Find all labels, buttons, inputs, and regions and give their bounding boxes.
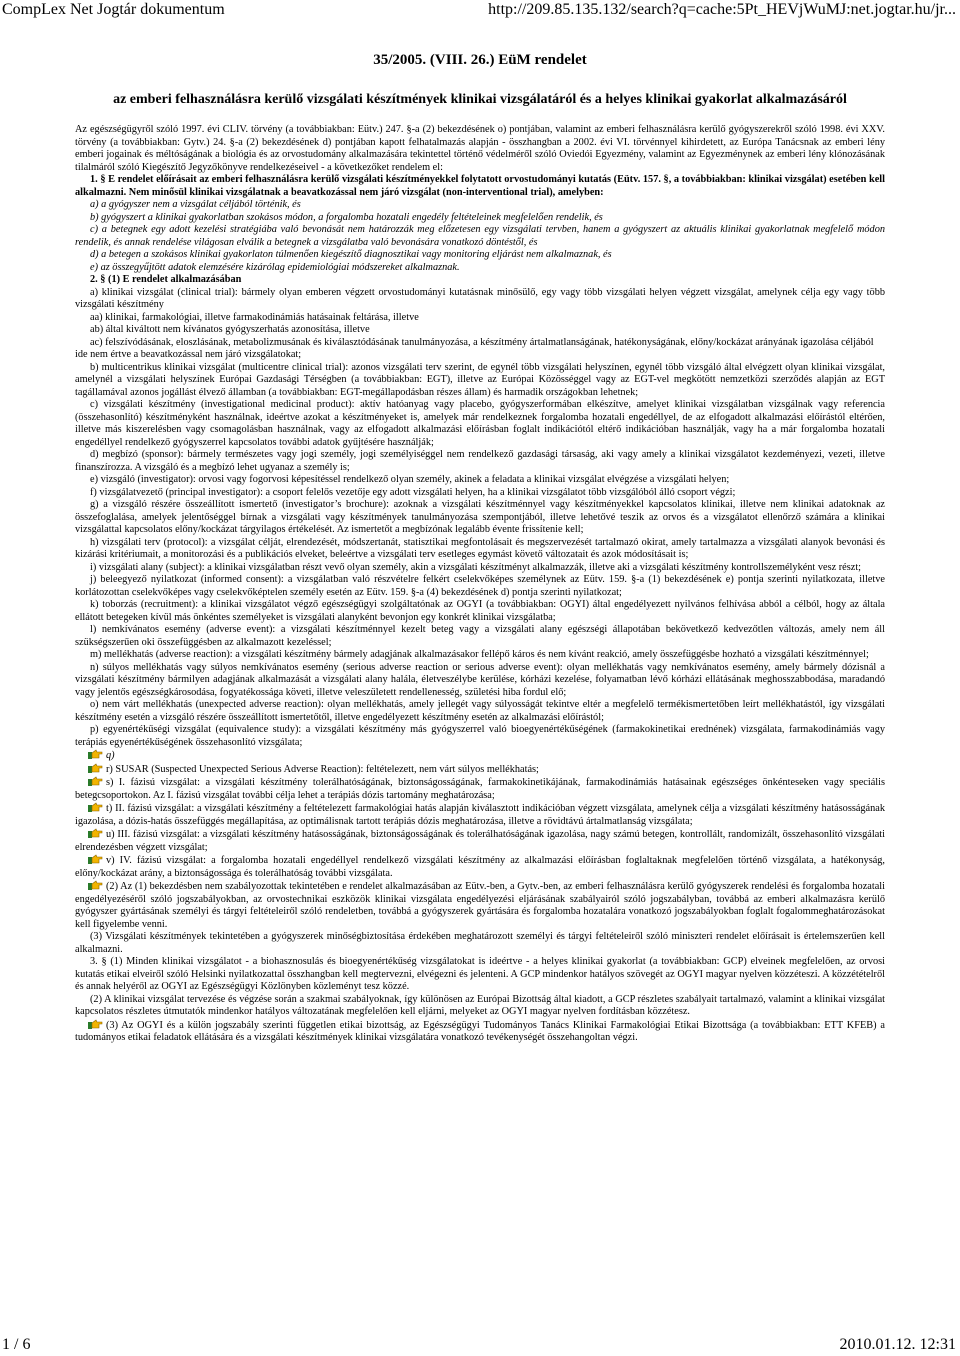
item-2aa: aa) klinikai, farmakológiai, illetve farmakodinámiás hatásainak feltárása, illetve <box>90 311 419 323</box>
item-2e: e) vizsgáló (investigator): orvosi vagy fogorvosi képesítéssel rendelkező olyan személy, akinek a feladata a klinikai vizsgálat elvégzése a vizsgálati helyen; <box>90 474 730 485</box>
item-2ac: ac) felszívódásának, eloszlásának, metabolizmusának és kiválasztódásának tanulmányozása, a készítmény ártalmatlanságának, hatékonyságának, előny/kockázat arányának igazolása céljából <box>90 336 874 348</box>
item-1b: b) gyógyszert a klinikai gyakorlatban szokásos módon, a forgalomba hozatali engedély feltételeinek megfelelően rendelik, és <box>90 211 603 223</box>
item-2v-row <box>75 854 885 880</box>
pointing-hand-icon[interactable] <box>88 1019 103 1030</box>
item-2i: i) vizsgálati alany (subject): a klinikai vizsgálatban részt vevő olyan személy, akin a vizsgálati készítményt alkalmazzák, illetve aki a vizsgálati készítmény kontrollszemélyként vesz részt; <box>90 561 862 573</box>
item-2r-row <box>75 763 885 777</box>
pointing-hand-icon[interactable] <box>88 880 103 891</box>
item-1d: d) a betegen a szokásos klinikai gyakorlaton túlmenően kiegészítő diagnosztikai vagy monitoring eljárást nem alkalmaznak, és <box>90 249 612 260</box>
print-timestamp: 2010.01.12. 12:31 <box>839 1336 956 1353</box>
item-2q: q) <box>106 750 115 761</box>
pointing-hand-icon[interactable] <box>88 802 103 813</box>
item-2a: a) klinikai vizsgálat (clinical trial): bármely olyan emberen végzett orvostudományi kutatásnak minősülő, egy vagy több vizsgálati helyen végzett vizsgálat, amelynek célja egy vagy több vizsgálati készítmény <box>75 286 885 310</box>
item-1a: a) a gyógyszer nem a vizsgálat céljából történik, és <box>90 199 301 210</box>
section-2-2: (2) Az (1) bekezdésben nem szabályozottak tekintetében e rendelet alkalmazásában az Eütv.-ben, a Gytv.-ben, az emberi felhasználásra kerülő gyógyszerek rendelési és forgalomba hozatali engedélyezéséről szóló jogszabályokban, az orvostechnikai eszközök klinikai vizsgálata engedélyezési eljárásának szabályairól szóló jogszabályban, továbbá az emberi alkalmazásra kerülő gyógyszer gyártásának személyi és tárgyi feltételeiről szóló rendeletben, továbbá a gyógyszerek gyártására és forgalomba hozatalára vonatkozó jogszabályokban foglalt fogalommeghatározásokat kell figyelembe venni. <box>75 881 885 930</box>
pointing-hand-icon[interactable] <box>88 776 103 787</box>
header-doc-title: CompLex Net Jogtár dokumentum <box>2 1 225 18</box>
item-2u-row <box>75 828 885 854</box>
pointing-hand-icon[interactable] <box>88 749 103 760</box>
item-2b: b) multicentrikus klinikai vizsgálat (multicentre clinical trial): azonos vizsgálati terv szerint, de egynél több vizsgálati helyszínen, egynél több vizsgáló által elvégzett olyan klinikai vizsgálat, amelynél a vizsgálati helyszínek Európai Gazdasági Térségben (a továbbiakban: EGT), illetve az Európai Közösséggel vagy az EGT-vel megkötött nemzetközi szerződés alapján az EGT tagállamával azonos jogállást élvező államban (a továbbiakban: EGT-megállapodásban részes állam) és harmadik országokban lehetnek; <box>75 361 885 398</box>
section-3: 3. § (1) Minden klinikai vizsgálatot - a biohasznosulás és bioegyenértékűség vizsgálatokat is ideértve - a helyes klinikai gyakorlat (a továbbiakban: GCP) elveinek megfelelően, az orvosi kutatás etikai elveiről szóló Helsinki nyilatkozattal összhangban kell megtervezni, elvégezni és jelenteni. A GCP mindenkor hatályos szövegét az OGYI magyar nyelven közzéteszi. A közzétételről és annak helyéről az OGYI az Egészségügyi Közlönyben közleményt tesz közzé. <box>75 956 885 992</box>
preamble: Az egészségügyről szóló 1997. évi CLIV. törvény (a továbbiakban: Eütv.) 247. §-a (2) bekezdésének o) pontjában, valamint az emberi felhasználásra kerülő gyógyszerekről szóló 1998. évi XXV. törvény (a továbbiakban: Gytv.) 24. §-a (2) bekezdésének d) pontjában kapott felhatalmazás alapján - összhangban a 2002. évi VI. törvénnyel kihirdetett, az Európa Tanácsnak az emberi lény emberi jogainak és méltóságának a biológia és az orvostudomány alkalmazására tekintettel történő védelméről szóló Oviedói Egyezmény, valamint az Egyezménynek az emberi lény klónozásának tilalmáról szóló Kiegészítő Jegyzőkönyve rendelkezéseivel - a következőket rendelem el: <box>75 124 885 173</box>
section-2: 2. § (1) E rendelet alkalmazásában <box>90 274 242 285</box>
item-2v: v) IV. fázisú vizsgálat: a forgalomba hozatali engedéllyel rendelkező vizsgálati készítmény az alkalmazási előírásban foglaltaknak megfelelően történő vizsgálata, a hatékonyság, előny/kockázat arány, a biztonságossága és tolerálhatóság további vizsgálata. <box>75 855 885 879</box>
item-1e: e) az összegyűjtött adatok elemzésére kizárólag epidemiológiai módszereket alkalmaznak. <box>90 261 460 273</box>
doc-body <box>75 124 885 1329</box>
section-3-2: (2) A klinikai vizsgálat tervezése és végzése során a szakmai szabályoknak, így különösen az Európai Bizottság által kiadott, a GCP részletes szabályait tartalmazó, valamint a klinikai vizsgálat kapcsolatos részletes útmutatók mindenkor hatályos változatának megfelelően kell eljárni, melyeket az OGYI magyar nyelven fordításban közzétesz. <box>75 993 885 1017</box>
item-2q-row <box>75 749 885 763</box>
item-1c: c) a betegnek egy adott kezelési stratégiába való bevonását nem határozzák meg előzetesen egy vizsgálati tervben, hanem a gyógyszert az aktuális klinikai gyakorlatnak megfelelő módon rendelik, és annak rendelése világosan elválik a betegnek a vizsgálatba való bevonására vonatkozó döntéstől, és <box>75 224 885 248</box>
page-number: 1 / 6 <box>2 1336 31 1353</box>
section-2-3: (3) Vizsgálati készítmények tekintetében a gyógyszerek minőségbiztosítása érdekében meghatározott személyi és tárgyi feltételeiről szóló miniszteri rendelet előírásait is értelemszerűen kell alkalmazni. <box>75 931 885 955</box>
item-2f: f) vizsgálatvezető (principal investigator): a csoport felelős vezetője egy adott vizsgálati helyen, ha a klinikai vizsgálatot több vizsgálóból álló csoport végzi; <box>90 486 736 498</box>
item-2l: l) nemkívánatos esemény (adverse event): a vizsgálati készítménnyel kezelt beteg vagy a vizsgálati alany egészségi állapotában bekövetkező kedvezőtlen változás, amely nem áll szükségszerűen oki összefüggésben az alkalmazott kezeléssel; <box>75 624 885 648</box>
section-3-3: (3) Az OGYI és a külön jogszabály szerinti független etikai bizottság, az Egészségügyi Tudományos Tanács Klinikai Farmakológiai Etikai Bizottsága (a továbbiakban: ETT KFEB) a tudományos etikai feladatok ellátására és a vizsgálati készítmények klinikai vizsgálatára vonatkozó tevékenységét összehangoltan végzi. <box>75 1019 885 1043</box>
item-2p: p) egyenértékűségi vizsgálat (equivalence study): a vizsgálati készítmény más gyógyszerrel való bioegyenértékűségének (farmakokinetikai erednének) vizsgálata, farmakodinámiás vagy terápiás egyenértékűségének összehasonlító vizsgálata; <box>75 724 885 748</box>
item-2j: j) beleegyező nyilatkozat (informed consent): a vizsgálatban való részvételre felkért cselekvőképes személynek az Eütv. 159. §-a (1) bekezdésének e) pontja szerinti nyilatkozata, illetve korlátozottan cselekvőképes vagy cselekvőképtelen személy esetén az Eütv. 159. §-a (4) bekezdésének d) pontja szerinti nyilatkozat; <box>75 574 885 598</box>
doc-subtitle: az emberi felhasználásra kerülő vizsgálati készítmények klinikai vizsgálatáról és a helyes klinikai gyakorlat alkalmazásáról <box>113 92 847 107</box>
header-url: http://209.85.135.132/search?q=cache:5Pt_HEVjWuMJ:net.jogtar.hu/jr... <box>488 1 956 18</box>
item-2n: n) súlyos mellékhatás vagy súlyos nemkívánatos esemény (serious adverse reaction or serious adverse event): olyan mellékhatás vagy nemkívánatos esemény, amely bármely dózisnál a vizsgálati készítmény bármilyen adagjának alkalmazását a vizsgálati alany halála, életveszélybe kerülése, kórházi kezelése, folyamatban lévő kórházi ellátásának meghosszabbodása, maradandó vagy jelentős egészségkárosodása, fogyatékossága követi, illetve veleszületett rendellenesség, születési hiba fordul elő; <box>75 661 885 698</box>
pointing-hand-icon[interactable] <box>88 828 103 839</box>
item-2g: g) a vizsgáló részére összeállított ismertető (investigator’s brochure): azoknak a vizsgálati készítménnyel vagy készítményekkel kapcsolatos klinikai, illetve nem klinikai adatoknak az összefoglalása, amelyek jelentőséggel bírnak a vizsgálati vagy készítmények tanulmányozása szempontjából, illetve lehetővé teszik az orvos és a vizsgálatot ellenőrző számára a klinikai vizsgálattal kapcsolatos előny/kockázat tárgyilagos értékelését. Az ismertetőt a megbízónak legalább évente frissítenie kell; <box>75 499 885 535</box>
item-2t-row <box>75 802 885 828</box>
item-2u: u) III. fázisú vizsgálat: a vizsgálati készítmény hatásosságának, biztonságosságának és tolerálhatóságának igazolása, nagy számú betegen, kontrollált, randomizált, összehasonlító vizsgálati elrendezésben végzett vizsgálat; <box>75 829 885 853</box>
item-2s: s) I. fázisú vizsgálat: a vizsgálati készítmény tolerálhatóságának, biztonságosságának, farmakokinetikájának, farmakodinámiás hatásainak egészséges önkénteseken vagy speciális betegcsoportokon. Az I. fázisú vizsgálat további célja lehet a terápiás dózis tartomány meghatározása; <box>75 777 885 801</box>
item-2d: d) megbízó (sponsor): bármely természetes vagy jogi személy, jogi személyiséggel nem rendelkező gazdasági társaság, aki vagy amely a klinikai vizsgálatot kezdeményezi, vezeti, illetve finanszírozza. A vizsgáló és a megbízó lehet ugyanaz a személy is; <box>75 449 885 473</box>
item-2t: t) II. fázisú vizsgálat: a vizsgálati készítmény a feltételezett farmakológiai hatás alapján kiválasztott indikációban végzett vizsgálata, amelynek célja a vizsgálati készítmény hatásosságának igazolása, a dózis-hatás összefüggés megállapítása, az optimálisnak tartott terápiás dózis meghatározása, illetve a rövidtávú ártalmatlanság vizsgálata; <box>75 803 885 827</box>
section-2-2-row <box>75 880 885 931</box>
item-2-ide: ide nem értve a beavatkozással nem járó vizsgálatokat; <box>75 349 302 360</box>
doc-title: 35/2005. (VIII. 26.) EüM rendelet <box>373 52 587 68</box>
print-footer <box>0 1336 960 1356</box>
item-2k: k) toborzás (recruitment): a klinikai vizsgálatot végző egészségügyi szolgáltatónak az OGYI (a továbbiakban: OGYI) által engedélyezett nyilvános felhívása abból a célból, hogy az általa ellátott betegeken kívül más önkéntes személyeket is vizsgálati alanyként bevonjon egy konkrét klinikai vizsgálatba; <box>75 599 885 623</box>
print-header <box>0 0 960 22</box>
pointing-hand-icon[interactable] <box>88 763 103 774</box>
section-3-3-row <box>75 1019 885 1045</box>
pointing-hand-icon[interactable] <box>88 854 103 865</box>
item-2c: c) vizsgálati készítmény (investigational medicinal product): aktív hatóanyag vagy placebo, gyógyszerformában elkészítve, amelyet klinikai vizsgálatban vizsgálnak vagy referencia (összehasonlító) készítményként használnak, ideértve azokat a készítményeket is, amelyek már rendelkeznek forgalomba hozatali engedéllyel, de az elfogadott alkalmazási előírástól eltérően, illetve más kiszerelésben vagy csomagolásban használnak, vagy az elfogadott alkalmazási előírásban foglalt indikációtól eltérő indikációban használják, vagy ha a már forgalomba hozatali engedéllyel rendelkező gyógyszerrel kapcsolatos további adatok gyűjtésére használják; <box>75 399 885 448</box>
item-2ab: ab) által kiváltott nem kívánatos gyógyszerhatás azonosítása, illetve <box>90 324 370 335</box>
item-2m: m) mellékhatás (adverse reaction): a vizsgálati készítmény bármely adagjának alkalmazásakor fellépő káros és nem kívánt reakció, amely összefüggésbe hozható a vizsgálati készítménnyel; <box>90 649 869 660</box>
item-2s-row <box>75 776 885 802</box>
section-1: 1. § E rendelet előírásait az emberi felhasználásra kerülő vizsgálati készítményekkel folytatott orvostudományi kutatás (Eütv. 157. §, a továbbiakban: klinikai vizsgálat) esetében kell alkalmazni. Nem minősül klinikai vizsgálatnak a beavatkozással nem járó vizsgálat (non-interventional trial), amelyben: <box>75 174 885 198</box>
item-2o: o) nem várt mellékhatás (unexpected adverse reaction): olyan mellékhatás, amely jellegét vagy súlyosságát tekintve eltér a megfelelő termékismertetőben leírt mellékhatástól, így vizsgálati készítmény esetén a vizsgáló részére összeállított ismertetőtől, illetve engedélyezett készítmény esetén az alkalmazási előírástól; <box>75 699 885 723</box>
item-2h: h) vizsgálati terv (protocol): a vizsgálat célját, elrendezését, módszertanát, statisztikai megfontolásait és megszervezését tartalmazó okirat, amely tartalmazza a vizsgálati alanyok bevonási és kizárási kritériumait, a monitorozási és a publikációs elveket, beleértve a vizsgálati terv esetleges egymást követő változatait és azok módosításait is; <box>75 536 885 560</box>
item-2r: r) SUSAR (Suspected Unexpected Serious Adverse Reaction): feltételezett, nem várt súlyos mellékhatás; <box>106 763 539 775</box>
